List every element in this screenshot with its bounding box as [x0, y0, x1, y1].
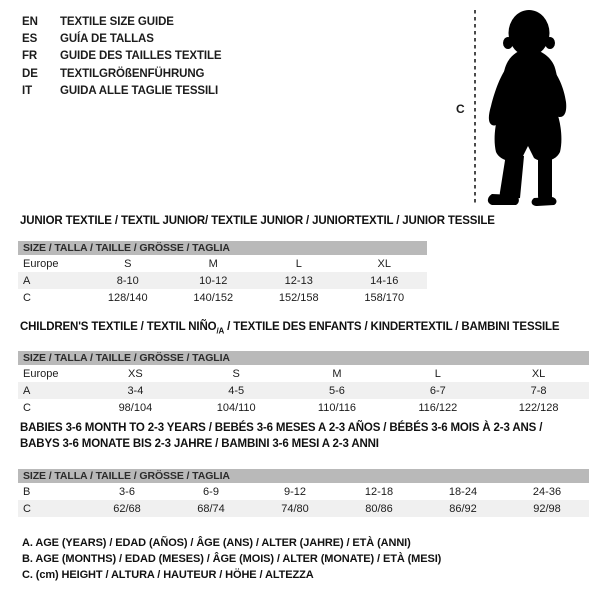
cell: 98/104	[118, 401, 153, 414]
children-title-part: CHILDREN'S TEXTILE / TEXTIL NIÑO	[20, 321, 217, 333]
row-label: C	[23, 502, 31, 515]
children-title-subscript: /A	[216, 326, 225, 336]
cell: 86/92	[449, 502, 477, 515]
cell: M	[332, 367, 342, 380]
cell: 18-24	[448, 485, 478, 498]
babies-size-table	[18, 469, 589, 517]
cell: 4-5	[228, 384, 245, 397]
language-title: GUIDA ALLE TAGLIE TESSILI	[60, 85, 219, 98]
size-header-bar: SIZE / TALLA / TAILLE / GRÖSSE / TAGLIA	[18, 351, 589, 365]
height-measure-dashed-line	[474, 10, 476, 206]
babies-title-line1: BABIES 3-6 MONTH TO 2-3 YEARS / BEBÉS 3-6 MESES A 2-3 AÑOS / BÉBÉS 3-6 MOIS À 2-3 ANS /	[20, 422, 543, 434]
cell: XL	[377, 257, 391, 270]
table-row	[18, 382, 589, 399]
children-title-part: / TEXTILE DES ENFANTS / KINDERTEXTIL / BAMBINI TESSILE	[224, 321, 560, 333]
cell: 74/80	[281, 502, 309, 515]
cell: XS	[128, 367, 143, 380]
language-title: TEXTILGRÖßENFÜHRUNG	[60, 67, 205, 80]
cell: 3-6	[119, 485, 135, 498]
language-code: DE	[22, 67, 38, 80]
language-code: IT	[22, 85, 33, 98]
cell: 12-13	[284, 274, 313, 287]
cell: 6-7	[429, 384, 446, 397]
babies-title-line2: BABYS 3-6 MONATE BIS 2-3 JAHRE / BAMBINI 3-6 MESI A 2-3 ANNI	[20, 438, 379, 450]
cell: 5-6	[329, 384, 345, 397]
cell: 122/128	[518, 401, 559, 414]
language-row-en	[22, 13, 222, 30]
junior-size-table	[18, 241, 427, 306]
cell: 7-8	[530, 384, 547, 397]
language-code: FR	[22, 50, 38, 63]
cell: 10-12	[199, 274, 228, 287]
cell: 68/74	[197, 502, 225, 515]
cell: 110/116	[317, 401, 357, 414]
cell: 104/110	[216, 401, 256, 414]
cell: 80/86	[365, 502, 393, 515]
cell: 9-12	[283, 485, 307, 498]
size-header-bar: SIZE / TALLA / TAILLE / GRÖSSE / TAGLIA	[18, 469, 589, 483]
size-header-bar: SIZE / TALLA / TAILLE / GRÖSSE / TAGLIA	[18, 241, 427, 255]
table-row	[18, 483, 589, 500]
cell: 140/152	[193, 291, 234, 304]
row-label: C	[23, 401, 31, 414]
table-row	[18, 255, 427, 272]
cell: 6-9	[203, 485, 219, 498]
language-title: GUIDE DES TAILLES TEXTILE	[60, 50, 222, 63]
footnote-a: A. AGE (YEARS) / EDAD (AÑOS) / ÂGE (ANS) / ALTER (JAHRE) / ETÀ (ANNI)	[22, 537, 411, 549]
cell: S	[232, 367, 240, 380]
footnote-c: C. (cm) HEIGHT / ALTURA / HAUTEUR / HÖHE / ALTEZZA	[22, 569, 314, 581]
table-row	[18, 365, 589, 382]
row-label: A	[23, 384, 31, 397]
cell: 12-18	[364, 485, 394, 498]
cell: L	[295, 257, 302, 270]
language-code: ES	[22, 33, 38, 46]
cell: 116/122	[418, 401, 458, 414]
cell: XL	[531, 367, 546, 380]
language-code: EN	[22, 15, 38, 28]
table-row	[18, 399, 589, 416]
row-label: Europe	[23, 367, 59, 380]
baby-silhouette-icon	[484, 6, 572, 206]
language-title: GUÍA DE TALLAS	[60, 33, 154, 46]
table-row	[18, 500, 589, 517]
cell: 3-4	[127, 384, 144, 397]
row-label: B	[23, 485, 31, 498]
babies-table-title	[20, 422, 542, 454]
cell: 62/68	[113, 502, 141, 515]
row-label: C	[23, 291, 31, 304]
children-size-table	[18, 351, 589, 416]
cell: 24-36	[532, 485, 562, 498]
cell: L	[434, 367, 441, 380]
language-row-de	[22, 65, 222, 82]
language-list	[22, 13, 222, 100]
table-row	[18, 289, 427, 306]
cell: 92/98	[533, 502, 561, 515]
cell: 8-10	[116, 274, 139, 287]
cell: 14-16	[370, 274, 399, 287]
language-title: TEXTILE SIZE GUIDE	[60, 15, 174, 28]
language-row-es	[22, 30, 222, 47]
cell: M	[208, 257, 218, 270]
cell: S	[124, 257, 132, 270]
footnote-b: B. AGE (MONTHS) / EDAD (MESES) / ÂGE (MOIS) / ALTER (MONATE) / ETÀ (MESI)	[22, 553, 442, 565]
row-label: Europe	[23, 257, 59, 270]
height-measure-label: C	[456, 102, 465, 116]
language-row-fr	[22, 48, 222, 65]
cell: 158/170	[364, 291, 405, 304]
cell: 152/158	[278, 291, 319, 304]
row-label: A	[23, 274, 31, 287]
table-row	[18, 272, 427, 289]
cell: 128/140	[107, 291, 148, 304]
children-table-title	[20, 321, 559, 335]
language-row-it	[22, 83, 222, 100]
junior-table-title: JUNIOR TEXTILE / TEXTIL JUNIOR/ TEXTILE JUNIOR / JUNIORTEXTIL / JUNIOR TESSILE	[20, 215, 495, 227]
